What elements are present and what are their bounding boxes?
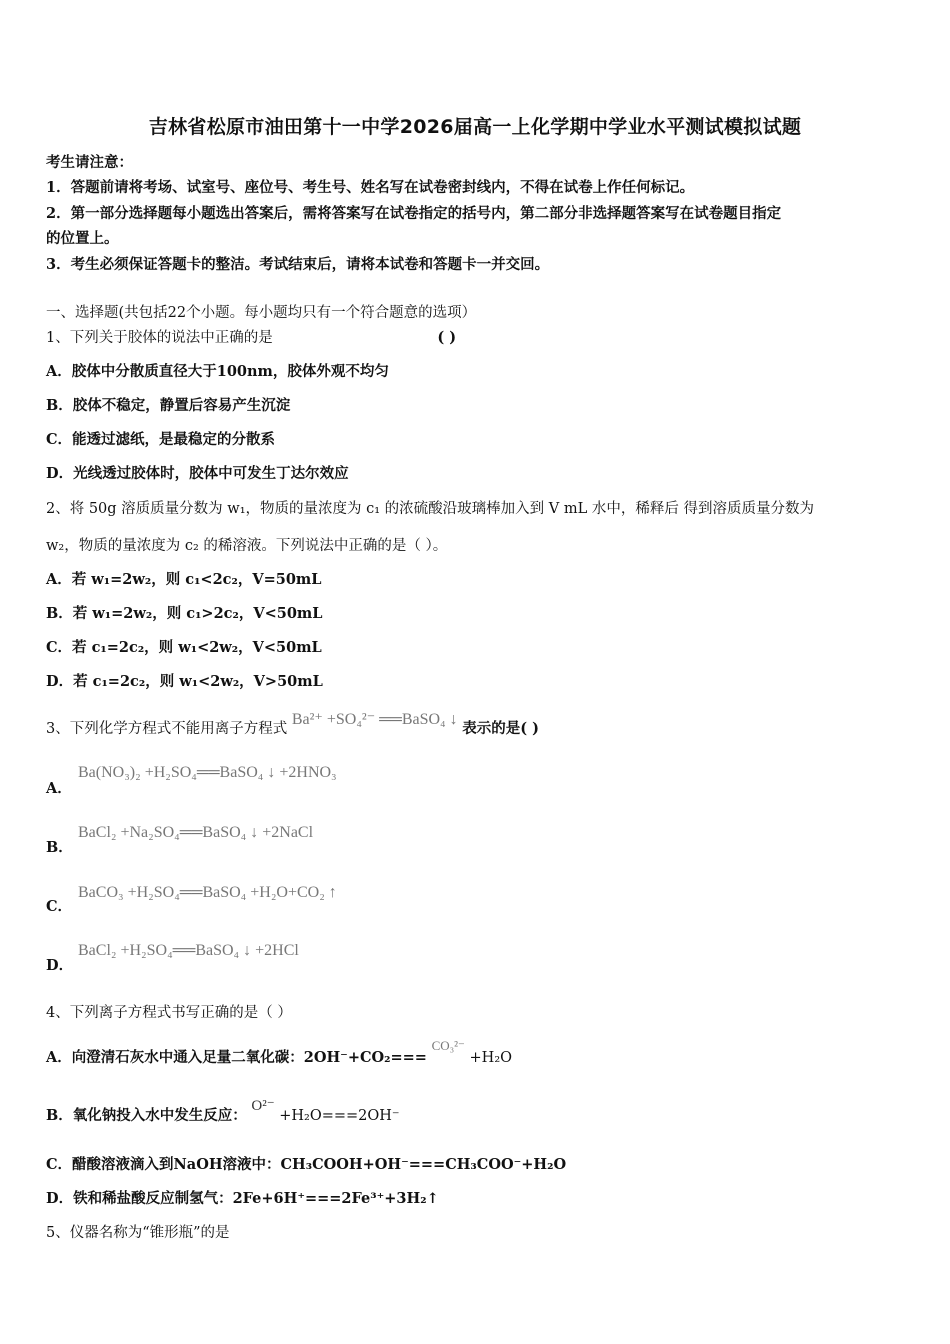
q3-option-b-equation: BaCl₂ +Na₂SO₄══BaSO₄ ↓ +2NaCl bbox=[78, 824, 314, 841]
q4-option-d: D．铁和稀盐酸反应制氢气：2Fe+6H⁺===2Fe³⁺+3H₂↑ bbox=[46, 1190, 439, 1207]
q3-option-d-equation: BaCl₂ +H₂SO₄══BaSO₄ ↓ +2HCl bbox=[78, 942, 299, 959]
q4-option-a-text: A．向澄清石灰水中通入足量二氧化碳：2OH⁻+CO₂=== bbox=[46, 1049, 427, 1066]
notice-item-2: 2．第一部分选择题每小题选出答案后，需将答案写在试卷指定的括号内，第二部分非选择题答案写在试卷题目指定 bbox=[46, 205, 782, 222]
q2-stem-2: w₂，物质的量浓度为 c₂ 的稀溶液。下列说法中正确的是（ ）。 bbox=[46, 538, 448, 554]
q3-stem-post: 表示的是( ) bbox=[462, 720, 540, 737]
q3-option-a-equation: Ba(NO₃)₂ +H₂SO₄══BaSO₄ ↓ +2HNO₃ bbox=[78, 764, 337, 781]
q2-option-b: B．若 w₁=2w₂，则 c₁>2c₂，V<50mL bbox=[46, 605, 323, 622]
q2-stem-1: 2、将 50g 溶质质量分数为 w₁，物质的量浓度为 c₁ 的浓硫酸沿玻璃棒加入到 V mL 水中，稀释后 得到溶质质量分数为 bbox=[46, 501, 814, 517]
q4-option-b bbox=[46, 1098, 400, 1125]
notice-item-3: 3．考生必须保证答题卡的整洁。考试结束后，请将本试卷和答题卡一并交回。 bbox=[46, 256, 550, 273]
q1-bracket: ( ) bbox=[437, 329, 457, 346]
notice-item-1: 1．答题前请将考场、试室号、座位号、考生号、姓名写在试卷密封线内，不得在试卷上作任何标记。 bbox=[46, 179, 695, 196]
q4-option-b-text: B．氧化钠投入水中发生反应： bbox=[46, 1107, 247, 1124]
q4-option-a bbox=[46, 1038, 513, 1067]
q1-option-c: C．能透过滤纸，是最稳定的分散系 bbox=[46, 431, 276, 448]
q3-ionic-equation: Ba²⁺ +SO₄²⁻ ══BaSO₄ ↓ bbox=[291, 711, 458, 728]
q2-option-d: D．若 c₁=2c₂，则 w₁<2w₂，V>50mL bbox=[46, 673, 323, 690]
q4-option-b-oxide-image: O²⁻ bbox=[251, 1098, 275, 1114]
notice-item-2-cont: 的位置上。 bbox=[46, 230, 119, 247]
q3-option-a-label: A． bbox=[46, 780, 72, 797]
q3-option-c-label: C． bbox=[46, 898, 73, 915]
q4-option-a-end: +H₂O bbox=[469, 1050, 513, 1066]
notice-heading: 考生请注意： bbox=[46, 154, 133, 171]
q3-option-d-label: D． bbox=[46, 957, 74, 974]
q3-stem bbox=[46, 711, 540, 738]
page-title: 吉林省松原市油田第十一中学2026届高一上化学期中学业水平测试模拟试题 bbox=[148, 116, 802, 138]
q4-option-b-end: +H₂O===2OH⁻ bbox=[279, 1108, 400, 1124]
q1-stem-text: 1、下列关于胶体的说法中正确的是 bbox=[46, 330, 273, 346]
q1-option-b: B．胶体不稳定，静置后容易产生沉淀 bbox=[46, 397, 291, 414]
q1-option-a: A．胶体中分散质直径大于100nm，胶体外观不均匀 bbox=[46, 363, 389, 380]
q1-stem bbox=[46, 326, 456, 347]
section-heading: 一、选择题(共包括22个小题。每小题均只有一个符合题意的选项） bbox=[46, 305, 477, 321]
q3-option-b-label: B． bbox=[46, 839, 73, 856]
q4-option-c: C．醋酸溶液滴入到NaOH溶液中：CH₃COOH+OH⁻===CH₃COO⁻+H₂O bbox=[46, 1156, 567, 1173]
q3-option-c-equation: BaCO₃ +H₂SO₄══BaSO₄ +H₂O+CO₂ ↑ bbox=[78, 884, 337, 901]
q2-option-c: C．若 c₁=2c₂，则 w₁<2w₂，V<50mL bbox=[46, 639, 322, 656]
q1-option-d: D．光线透过胶体时，胶体中可发生丁达尔效应 bbox=[46, 465, 349, 482]
q2-option-a: A．若 w₁=2w₂，则 c₁<2c₂，V=50mL bbox=[46, 571, 322, 588]
q5-stem: 5、仪器名称为“锥形瓶”的是 bbox=[46, 1225, 230, 1241]
q4-option-a-carbonate-image: CO₃²⁻ bbox=[431, 1038, 465, 1053]
q4-stem: 4、下列离子方程式书写正确的是（ ） bbox=[46, 1005, 292, 1021]
q3-stem-pre: 3、下列化学方程式不能用离子方程式 bbox=[46, 721, 288, 737]
